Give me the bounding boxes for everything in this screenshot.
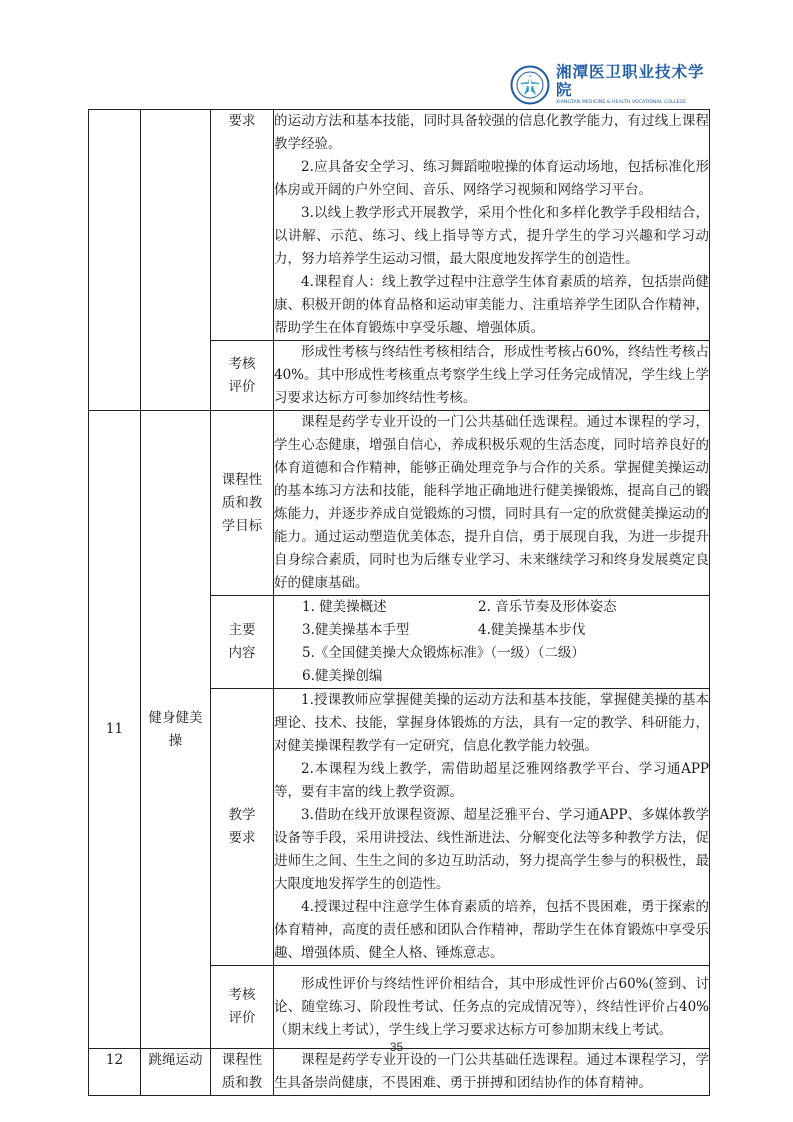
goal-text: 课程是药学专业开设的一门公共基础任选课程。通过本课程的学习，学生心态健康，增强自信心，养成积极乐观的生活态度，同时培养良好的体育道德和合作精神，能够正确处理竞争与合作的关系。掌握健美操运动的基本练习方法和技能，能科学地正确地进行健美操锻炼，提高自己的锻炼能力，并逐步养成自觉锻炼的习惯，同时具有一定的欣赏健美操运动的能力。通过运动塑造优美体态，提升自信，勇于展现自我，为进一步提升自身综合素质，同时也为后继专业学习、未来继续学习和终身发展奠定良好的健康基础。 bbox=[274, 411, 710, 596]
list-item: 6.健美操创编 bbox=[302, 668, 383, 684]
content-label: 主要 内容 bbox=[211, 596, 274, 689]
table-row bbox=[89, 411, 710, 596]
table-row bbox=[89, 110, 710, 341]
school-logo bbox=[510, 64, 720, 106]
school-name-en: XIANGTAN MEDICINE & HEALTH VOCATIONAL COLLEGE bbox=[556, 100, 687, 105]
page-number: 35 bbox=[389, 1040, 404, 1054]
school-name: 湘潭医卫职业技术学院 bbox=[556, 62, 705, 99]
course-name: 健身健美 操 bbox=[141, 411, 211, 1049]
list-item: 5.《全国健美操大众锻炼标准》（一级）（二级） bbox=[302, 645, 585, 661]
course-number: 12 bbox=[89, 1049, 141, 1096]
table-row bbox=[89, 1049, 710, 1096]
course-name: 跳绳运动 bbox=[141, 1049, 211, 1096]
list-item: 1. 健美操概述 bbox=[302, 599, 387, 615]
name-cell bbox=[141, 110, 211, 411]
list-item: 4.健美操基本步伐 bbox=[478, 622, 586, 638]
goal-label: 课程性 质和教 学目标 bbox=[211, 411, 274, 596]
assess-label: 考核 评价 bbox=[211, 966, 274, 1049]
num-cell bbox=[89, 110, 141, 411]
list-item: 2. 音乐节奏及形体姿态 bbox=[478, 599, 617, 615]
req-label: 要求 bbox=[211, 110, 274, 341]
req-text: 1.授课教师应掌握健美操的运动方法和基本技能，掌握健美操的基本理论、技术、技能，掌握身体锻炼的方法，具有一定的教学、科研能力，对健美操课程教学有一定研究，信息化教学能力较强。 2.本课程为线上教学，需借助超星泛雅网络教学平台、学习通APP等，要有丰富的线上教学资源。 3.借助在线开放课程资源、超星泛雅平台、学习通APP、多媒体教学设备等手段，采用讲授法、线性渐进法、分解变化法等多种教学方法，促进师生之间、生生之间的多边互助活动，努力提高学生参与的积极性，最大限度地发挥学生的创造性。 4.授课过程中注意学生体育素质的培养，包括不畏困难，勇于探索的体育精神，高度的责任感和团队合作精神，帮助学生在体育锻炼中享受乐趣、增强体质、健全人格、锤炼意志。 bbox=[274, 689, 710, 966]
goal-text: 课程是药学专业开设的一门公共基础任选课程。通过本课程学习，学生具备崇尚健康，不畏困难、勇于拼搏和团结协作的体育精神。 bbox=[274, 1049, 710, 1096]
course-number: 11 bbox=[89, 411, 141, 1049]
course-table bbox=[88, 109, 710, 1096]
school-emblem-icon bbox=[510, 65, 550, 105]
list-item: 3.健美操基本手型 bbox=[302, 622, 410, 638]
assess-label: 考核 评价 bbox=[211, 341, 274, 411]
content-list bbox=[274, 596, 710, 689]
req-text: 的运动方法和基本技能，同时具备较强的信息化教学能力，有过线上课程教学经验。 2.应具备安全学习、练习舞蹈啦啦操的体育运动场地，包括标准化形体房或开阔的户外空间、音乐、网络学习视频和网络学习平台。 3.以线上教学形式开展教学，采用个性化和多样化教学手段相结合，以讲解、示范、练习、线上指导等方式，提升学生的学习兴趣和学习动力，努力培养学生运动习惯，最大限度地发挥学生的创造性。 4.课程育人：线上教学过程中注意学生体育素质的培养，包括崇尚健康、积极开朗的体育品格和运动审美能力、注重培养学生团队合作精神，帮助学生在体育锻炼中享受乐趣、增强体质。 bbox=[274, 110, 710, 341]
req-label: 教学 要求 bbox=[211, 689, 274, 966]
goal-label: 课程性 质和教 bbox=[211, 1049, 274, 1096]
assess-text: 形成性考核与终结性考核相结合，形成性考核占60%，终结性考核占40%。其中形成性考核重点考察学生线上学习任务完成情况，学生线上学习要求达标方可参加终结性考核。 bbox=[274, 341, 710, 411]
assess-text: 形成性评价与终结性评价相结合，其中形成性评价占60%(签到、讨论、随堂练习、阶段性考试、任务点的完成情况等），终结性评价占40%（期末线上考试），学生线上学习要求达标方可参加期末线上考试。 bbox=[274, 966, 710, 1049]
